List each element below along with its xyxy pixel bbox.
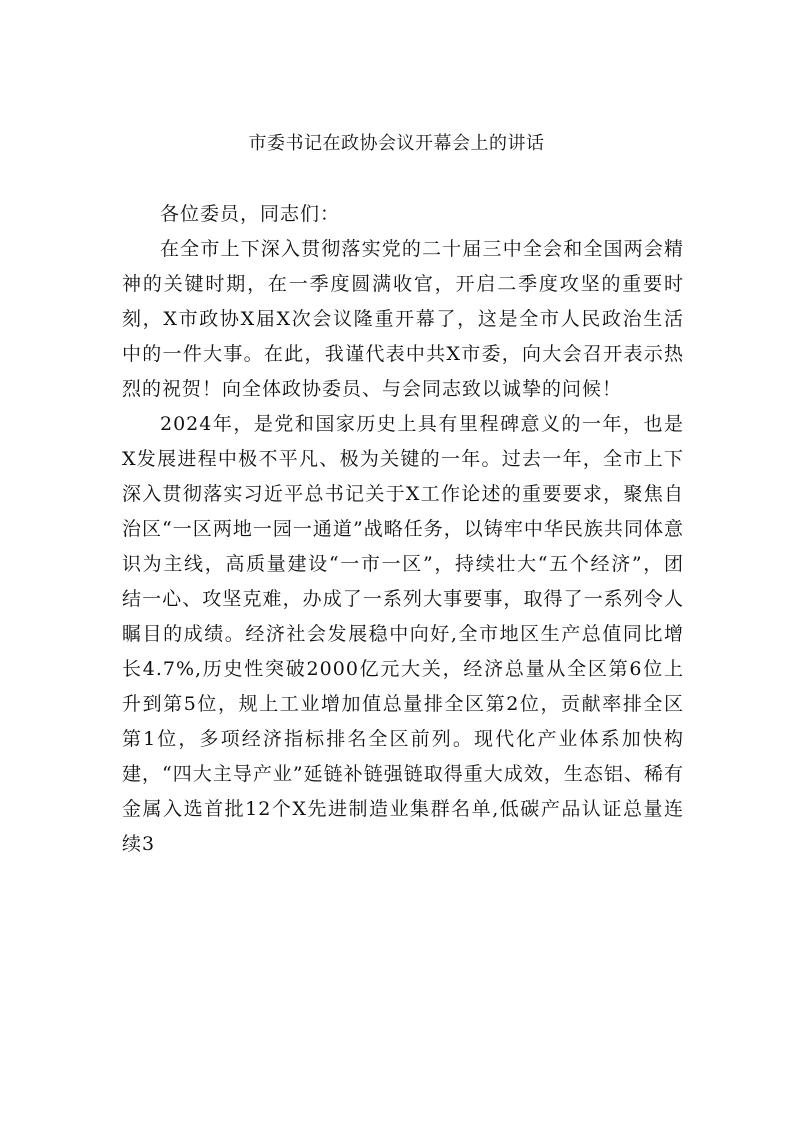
- paragraph-1: 在全市上下深入贯彻落实党的二十届三中全会和全国两会精神的关键时期，在一季度圆满收官，开启二季度攻坚的重要时刻，X市政协X届X次会议隆重开幕了，这是全市人民政治生活中的一件大事。在此，我谨代表中共X市委，向大会召开表示热烈的祝贺！向全体政协委员、与会同志致以诚挚的问候！: [122, 238, 684, 400]
- paragraph-2: 2024年，是党和国家历史上具有里程碑意义的一年，也是X发展进程中极不平凡、极为关键的一年。过去一年，全市上下深入贯彻落实习近平总书记关于X工作论述的重要要求，聚焦自治区“一区两地一园一通道”战略任务，以铸牢中华民族共同体意识为主线，高质量建设“一市一区”，持续壮大“五个经济”，团结一心、攻坚克难，办成了一系列大事要事，取得了一系列令人瞩目的成绩。经济社会发展稳中向好,全市地区生产总值同比增长4.7%,历史性突破2000亿元大关，经济总量从全区第6位上升到第5位，规上工业增加值总量排全区第2位，贡献率排全区第1位，多项经济指标排名全区前列。现代化产业体系加快构建，“四大主导产业”延链补链强链取得重大成效，生态铝、稀有金属入选首批12个X先进制造业集群名单,低碳产品认证总量连续3: [122, 413, 684, 855]
- document-body: [122, 197, 684, 862]
- salutation: 各位委员，同志们：: [160, 203, 341, 225]
- document-title: 市委书记在政协会议开幕会上的讲话: [248, 133, 545, 154]
